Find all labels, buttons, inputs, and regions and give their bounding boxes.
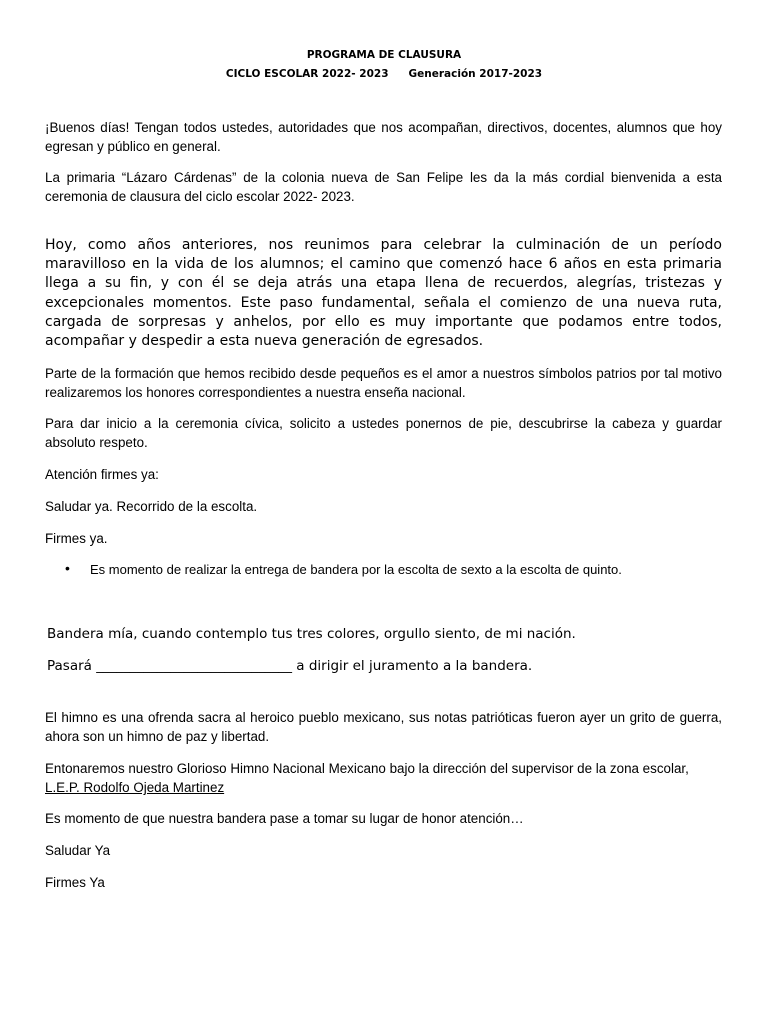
flag-place-line: Es momento de que nuestra bandera pase a tomar su lugar de honor atención…	[45, 811, 524, 826]
program-title: PROGRAMA DE CLAUSURA	[306, 49, 462, 61]
bullet-icon: •	[65, 560, 70, 576]
honors-paragraph: Parte de la formación que hemos recibido desde pequeños es el amor a nuestros símbolos patrios por tal motivo realizaremos los honores correspondientes a nuestra enseña nacional.	[45, 366, 722, 400]
welcome-paragraph: La primaria “Lázaro Cárdenas” de la colonia nueva de San Felipe les da la más cordial bienvenida a esta ceremonia de clausura del ciclo escolar 2022- 2023.	[45, 170, 722, 204]
anthem-sing-text: Entonaremos nuestro Glorioso Himno Nacional Mexicano bajo la dirección del supervisor de la zona escolar,	[45, 761, 689, 776]
greeting-paragraph: ¡Buenos días! Tengan todos ustedes, autoridades que nos acompañan, directivos, docentes, alumnos que hoy egresan y público en general.	[45, 120, 722, 154]
cycle-line	[0, 68, 768, 80]
firm-final-line: Firmes Ya	[45, 875, 105, 890]
school-cycle: CICLO ESCOLAR 2022- 2023	[225, 68, 389, 80]
anthem-paragraph: El himno es una ofrenda sacra al heroico pueblo mexicano, sus notas patrióticas fueron ayer un grito de guerra, ahora son un himno de paz y libertad.	[45, 710, 722, 744]
generation: Generación 2017-2023	[408, 68, 543, 80]
salute-line: Saludar Ya	[45, 843, 111, 858]
firm-line: Firmes ya.	[45, 531, 108, 546]
anthem-sing-paragraph	[45, 759, 722, 797]
supervisor-name: L.E.P. Rodolfo Ojeda Martinez	[45, 780, 225, 795]
salute-escort-line: Saludar ya. Recorrido de la escolta.	[45, 499, 258, 514]
intro-paragraph: Hoy, como años anteriores, nos reunimos para celebrar la culminación de un período maravilloso en la vida de los alumnos; el camino que comenzó hace 6 años en esta primaria llega a su fin, y con él se deja atrás una etapa llena de recuerdos, alegrías, tristezas y excepcionales momentos. Este paso fundamental, señala el comienzo de una nueva ruta, cargada de sorpresas y anhelos, por ello es muy importante que podamos entre todos, acompañar y despedir a esta nueva generación de egresados.	[45, 237, 722, 350]
attention-line: Atención firmes ya:	[45, 467, 159, 482]
oath-line: Pasará _____________________________ a dirigir el juramento a la bandera.	[47, 658, 533, 674]
civic-start-paragraph: Para dar inicio a la ceremonia cívica, solicito a ustedes ponernos de pie, descubrirse la cabeza y guardar absoluto respeto.	[45, 416, 722, 450]
bullet-flag-handover: Es momento de realizar la entrega de bandera por la escolta de sexto a la escolta de quinto.	[90, 562, 622, 577]
flag-verse: Bandera mía, cuando contemplo tus tres colores, orgullo siento, de mi nación.	[47, 626, 576, 642]
